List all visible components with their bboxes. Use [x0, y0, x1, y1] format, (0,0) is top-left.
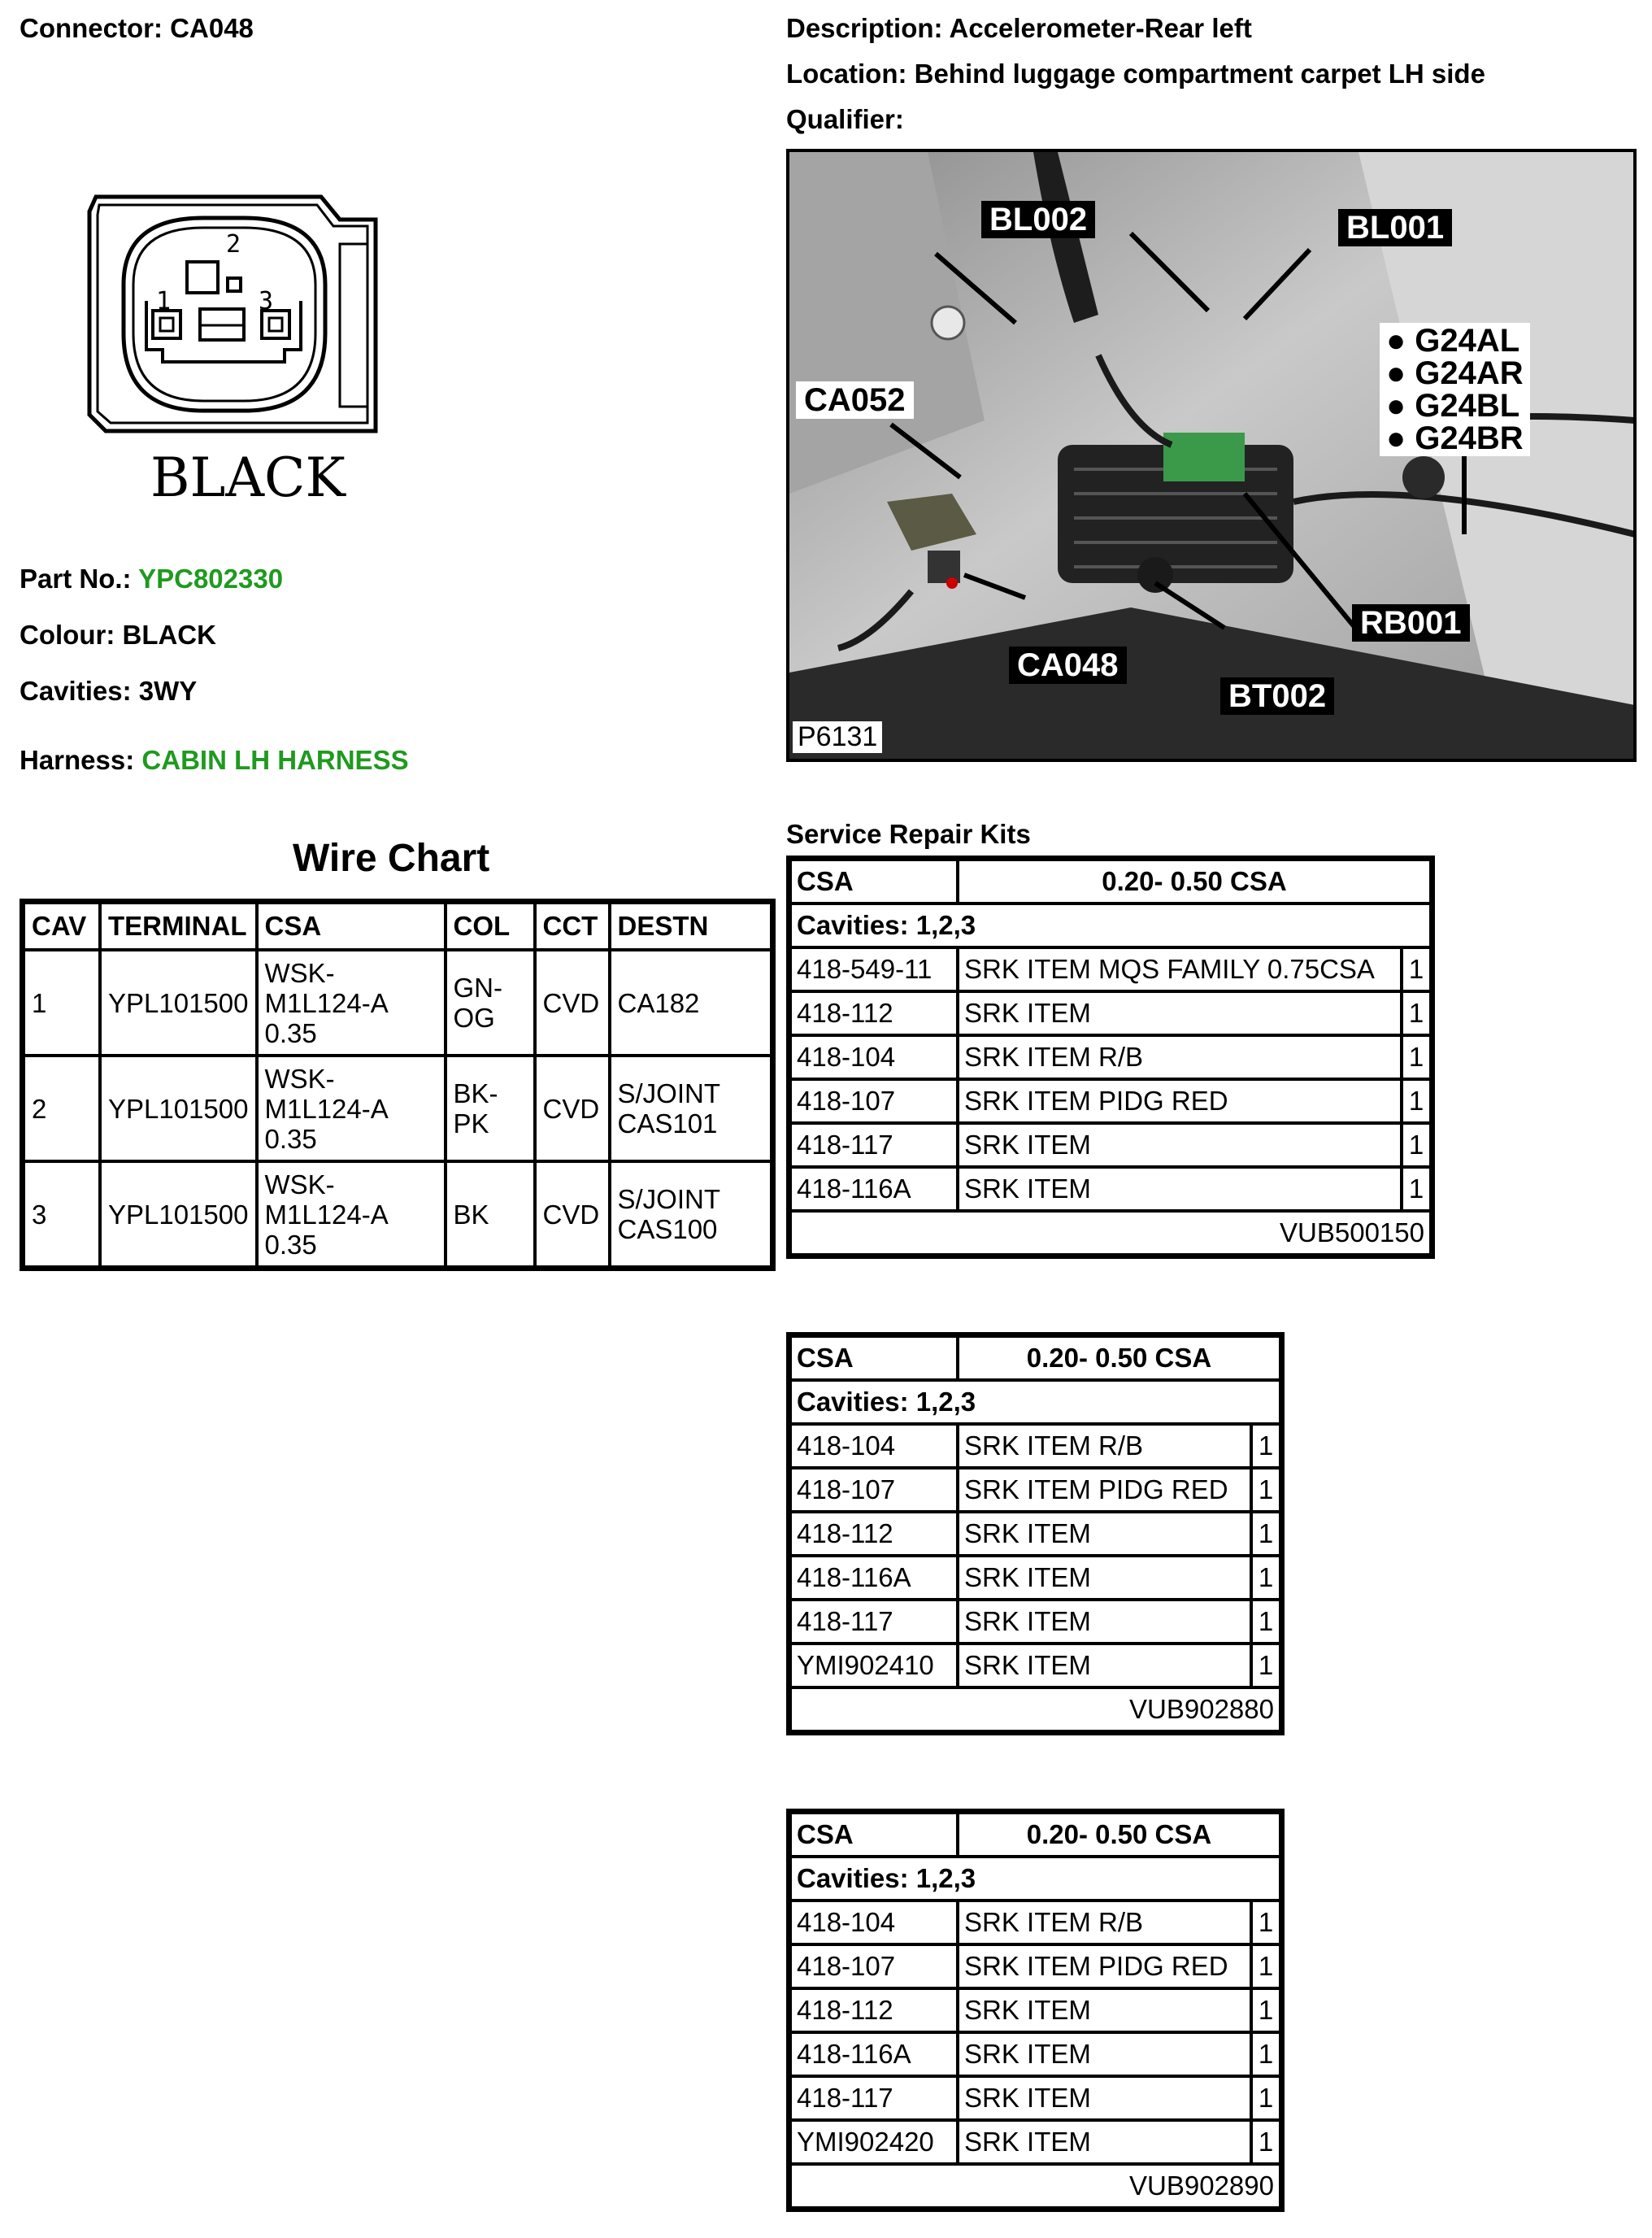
srk-table-2 [786, 1332, 1285, 1735]
srk-part-number: YMI902410 [790, 1644, 958, 1687]
srk-item-qty: 1 [1402, 1167, 1431, 1211]
srk-part-number: 418-107 [790, 1944, 958, 1988]
wire-chart-cell: YPL101500 [100, 1056, 257, 1161]
wire-chart-cell: 3 [24, 1161, 100, 1267]
wire-chart-cell: GN- OG [446, 950, 535, 1056]
srk-item-description: SRK ITEM [958, 2076, 1251, 2120]
srk-item-description: SRK ITEM [958, 1512, 1251, 1556]
srk-item-description: SRK ITEM [958, 1644, 1251, 1687]
location-line: Location: Behind luggage compartment carpet LH side [786, 59, 1485, 89]
callout-rb001: RB001 [1352, 604, 1470, 642]
srk-item-qty: 1 [1251, 1468, 1280, 1512]
srk-item-qty: 1 [1251, 1988, 1280, 2032]
srk-csa-label: CSA [790, 860, 958, 903]
wire-chart-cell: WSK- M1L124-A 0.35 [257, 950, 446, 1056]
srk-part-number: 418-117 [790, 2076, 958, 2120]
srk-item-qty: 1 [1402, 1035, 1431, 1079]
wire-chart-table [20, 899, 776, 1271]
srk-cavities: Cavities: 1,2,3 [790, 1857, 1280, 1901]
srk-item-qty: 1 [1251, 2032, 1280, 2076]
srk-part-number: 418-117 [790, 1123, 958, 1167]
srk-item-qty: 1 [1251, 2120, 1280, 2164]
wire-chart-header: CAV TERMINAL CSA COL CCT DESTN [24, 903, 772, 950]
srk-cavities-row [790, 1857, 1280, 1901]
wire-chart-cell: YPL101500 [100, 950, 257, 1056]
srk-item-description: SRK ITEM [958, 1123, 1402, 1167]
qualifier-line: Qualifier: [786, 104, 904, 134]
srk-item-row [790, 1468, 1280, 1512]
srk-csa-label: CSA [790, 1813, 958, 1857]
srk-part-number: 418-104 [790, 1424, 958, 1468]
photo-id: P6131 [793, 721, 882, 753]
srk-header-row [790, 1336, 1280, 1380]
srk-item-qty: 1 [1251, 1944, 1280, 1988]
srk-item-row [790, 1424, 1280, 1468]
srk-item-row [790, 1079, 1431, 1123]
callout-bl002: BL002 [981, 201, 1095, 238]
srk-footer-row [790, 1211, 1431, 1255]
srk-title: Service Repair Kits [786, 819, 1031, 849]
srk-cavities-row [790, 1380, 1280, 1424]
connector-face-drawing [81, 187, 390, 512]
srk-part-number: 418-107 [790, 1468, 958, 1512]
srk-item-description: SRK ITEM [958, 2032, 1251, 2076]
wire-chart-row [24, 950, 772, 1056]
srk-item-row [790, 1901, 1280, 1944]
callout-bl001: BL001 [1338, 209, 1452, 246]
srk-item-row [790, 1512, 1280, 1556]
srk-item-description: SRK ITEM PIDG RED [958, 1468, 1251, 1512]
srk-item-row [790, 991, 1431, 1035]
srk-footer-row [790, 1687, 1280, 1731]
srk-cavities: Cavities: 1,2,3 [790, 903, 1431, 947]
srk-csa-label: CSA [790, 1336, 958, 1380]
wire-chart-cell: CA182 [610, 950, 772, 1056]
srk-part-number: 418-112 [790, 1988, 958, 2032]
srk-item-qty: 1 [1251, 1644, 1280, 1687]
wire-chart-cell: CVD [535, 1161, 610, 1267]
part-number-line: Part No.: YPC802330 [20, 564, 284, 594]
srk-header-row [790, 1813, 1280, 1857]
wire-chart-cell: WSK- M1L124-A 0.35 [257, 1056, 446, 1161]
srk-footer-row [790, 2164, 1280, 2208]
srk-item-qty: 1 [1402, 991, 1431, 1035]
wire-chart-cell: S/JOINT CAS101 [610, 1056, 772, 1161]
srk-item-row [790, 1556, 1280, 1600]
srk-part-number: 418-104 [790, 1035, 958, 1079]
callout-bt002: BT002 [1220, 677, 1334, 715]
srk-item-row [790, 1988, 1280, 2032]
part-number-link[interactable]: YPC802330 [138, 564, 284, 594]
harness-link[interactable]: CABIN LH HARNESS [141, 745, 409, 775]
connector-color-label: BLACK [150, 446, 346, 509]
ground-callout-list: ● G24AL ● G24AR ● G24BL ● G24BR [1380, 323, 1530, 456]
srk-item-description: SRK ITEM PIDG RED [958, 1944, 1251, 1988]
srk-item-description: SRK ITEM [958, 991, 1402, 1035]
srk-cavities: Cavities: 1,2,3 [790, 1380, 1280, 1424]
srk-item-qty: 1 [1251, 1600, 1280, 1644]
srk-part-number: 418-107 [790, 1079, 958, 1123]
wire-chart-cell: BK [446, 1161, 535, 1267]
srk-part-number: 418-116A [790, 1556, 958, 1600]
srk-part-number: 418-104 [790, 1901, 958, 1944]
pin-1-label: 1 [156, 287, 172, 316]
description-line: Description: Accelerometer-Rear left [786, 13, 1252, 43]
srk-item-qty: 1 [1251, 1901, 1280, 1944]
location-photo [786, 149, 1637, 762]
srk-item-description: SRK ITEM R/B [958, 1901, 1251, 1944]
srk-header-row [790, 860, 1431, 903]
srk-part-number: 418-116A [790, 2032, 958, 2076]
wire-chart-row [24, 1161, 772, 1267]
pin-3-label: 3 [259, 287, 274, 316]
srk-item-row [790, 1600, 1280, 1644]
srk-item-description: SRK ITEM [958, 1556, 1251, 1600]
srk-kit-number: VUB902880 [790, 1687, 1280, 1731]
srk-csa-range: 0.20- 0.50 CSA [958, 860, 1431, 903]
wire-chart-cell: CVD [535, 1056, 610, 1161]
srk-item-description: SRK ITEM PIDG RED [958, 1079, 1402, 1123]
wire-chart-cell: S/JOINT CAS100 [610, 1161, 772, 1267]
wire-chart-cell: WSK- M1L124-A 0.35 [257, 1161, 446, 1267]
srk-part-number: 418-116A [790, 1167, 958, 1211]
wire-chart-cell: 1 [24, 950, 100, 1056]
srk-item-description: SRK ITEM [958, 1600, 1251, 1644]
srk-item-description: SRK ITEM [958, 1988, 1251, 2032]
wire-chart-cell: 2 [24, 1056, 100, 1161]
location-value: Behind luggage compartment carpet LH side [914, 59, 1485, 89]
colour-line: Colour: BLACK [20, 620, 216, 650]
srk-table-1 [786, 856, 1435, 1259]
srk-item-row [790, 2032, 1280, 2076]
srk-item-row [790, 1035, 1431, 1079]
srk-item-row [790, 947, 1431, 991]
srk-item-row [790, 1167, 1431, 1211]
srk-item-description: SRK ITEM [958, 2120, 1251, 2164]
srk-item-qty: 1 [1402, 1123, 1431, 1167]
connector-id: CA048 [170, 13, 254, 43]
callout-ca048: CA048 [1009, 647, 1127, 684]
srk-item-row [790, 1123, 1431, 1167]
cavities-line: Cavities: 3WY [20, 676, 198, 706]
srk-item-qty: 1 [1251, 1556, 1280, 1600]
wire-chart-cell: BK- PK [446, 1056, 535, 1161]
srk-kit-number: VUB902890 [790, 2164, 1280, 2208]
srk-table-3 [786, 1809, 1285, 2212]
srk-kit-number: VUB500150 [790, 1211, 1431, 1255]
srk-item-qty: 1 [1402, 947, 1431, 991]
srk-csa-range: 0.20- 0.50 CSA [958, 1813, 1280, 1857]
srk-part-number: 418-549-11 [790, 947, 958, 991]
callout-ca052: CA052 [796, 381, 914, 419]
srk-part-number: 418-112 [790, 1512, 958, 1556]
srk-part-number: 418-112 [790, 991, 958, 1035]
pin-2-label: 2 [226, 230, 241, 259]
srk-part-number: YMI902420 [790, 2120, 958, 2164]
srk-item-row [790, 1644, 1280, 1687]
srk-item-row [790, 2076, 1280, 2120]
srk-csa-range: 0.20- 0.50 CSA [958, 1336, 1280, 1380]
srk-item-row [790, 2120, 1280, 2164]
srk-item-description: SRK ITEM R/B [958, 1035, 1402, 1079]
srk-item-description: SRK ITEM R/B [958, 1424, 1251, 1468]
connector-heading: Connector: CA048 [20, 13, 254, 43]
srk-cavities-row [790, 903, 1431, 947]
harness-line: Harness: CABIN LH HARNESS [20, 745, 409, 775]
wire-chart-title: Wire Chart [293, 837, 490, 880]
photo-scene [789, 152, 1635, 760]
srk-item-row [790, 1944, 1280, 1988]
srk-item-description: SRK ITEM MQS FAMILY 0.75CSA [958, 947, 1402, 991]
srk-item-qty: 1 [1251, 2076, 1280, 2120]
wire-chart-cell: YPL101500 [100, 1161, 257, 1267]
srk-item-qty: 1 [1251, 1512, 1280, 1556]
wire-chart-row [24, 1056, 772, 1161]
srk-item-description: SRK ITEM [958, 1167, 1402, 1211]
srk-item-qty: 1 [1402, 1079, 1431, 1123]
description-value: Accelerometer-Rear left [949, 13, 1252, 43]
srk-part-number: 418-117 [790, 1600, 958, 1644]
wire-chart-cell: CVD [535, 950, 610, 1056]
srk-item-qty: 1 [1251, 1424, 1280, 1468]
